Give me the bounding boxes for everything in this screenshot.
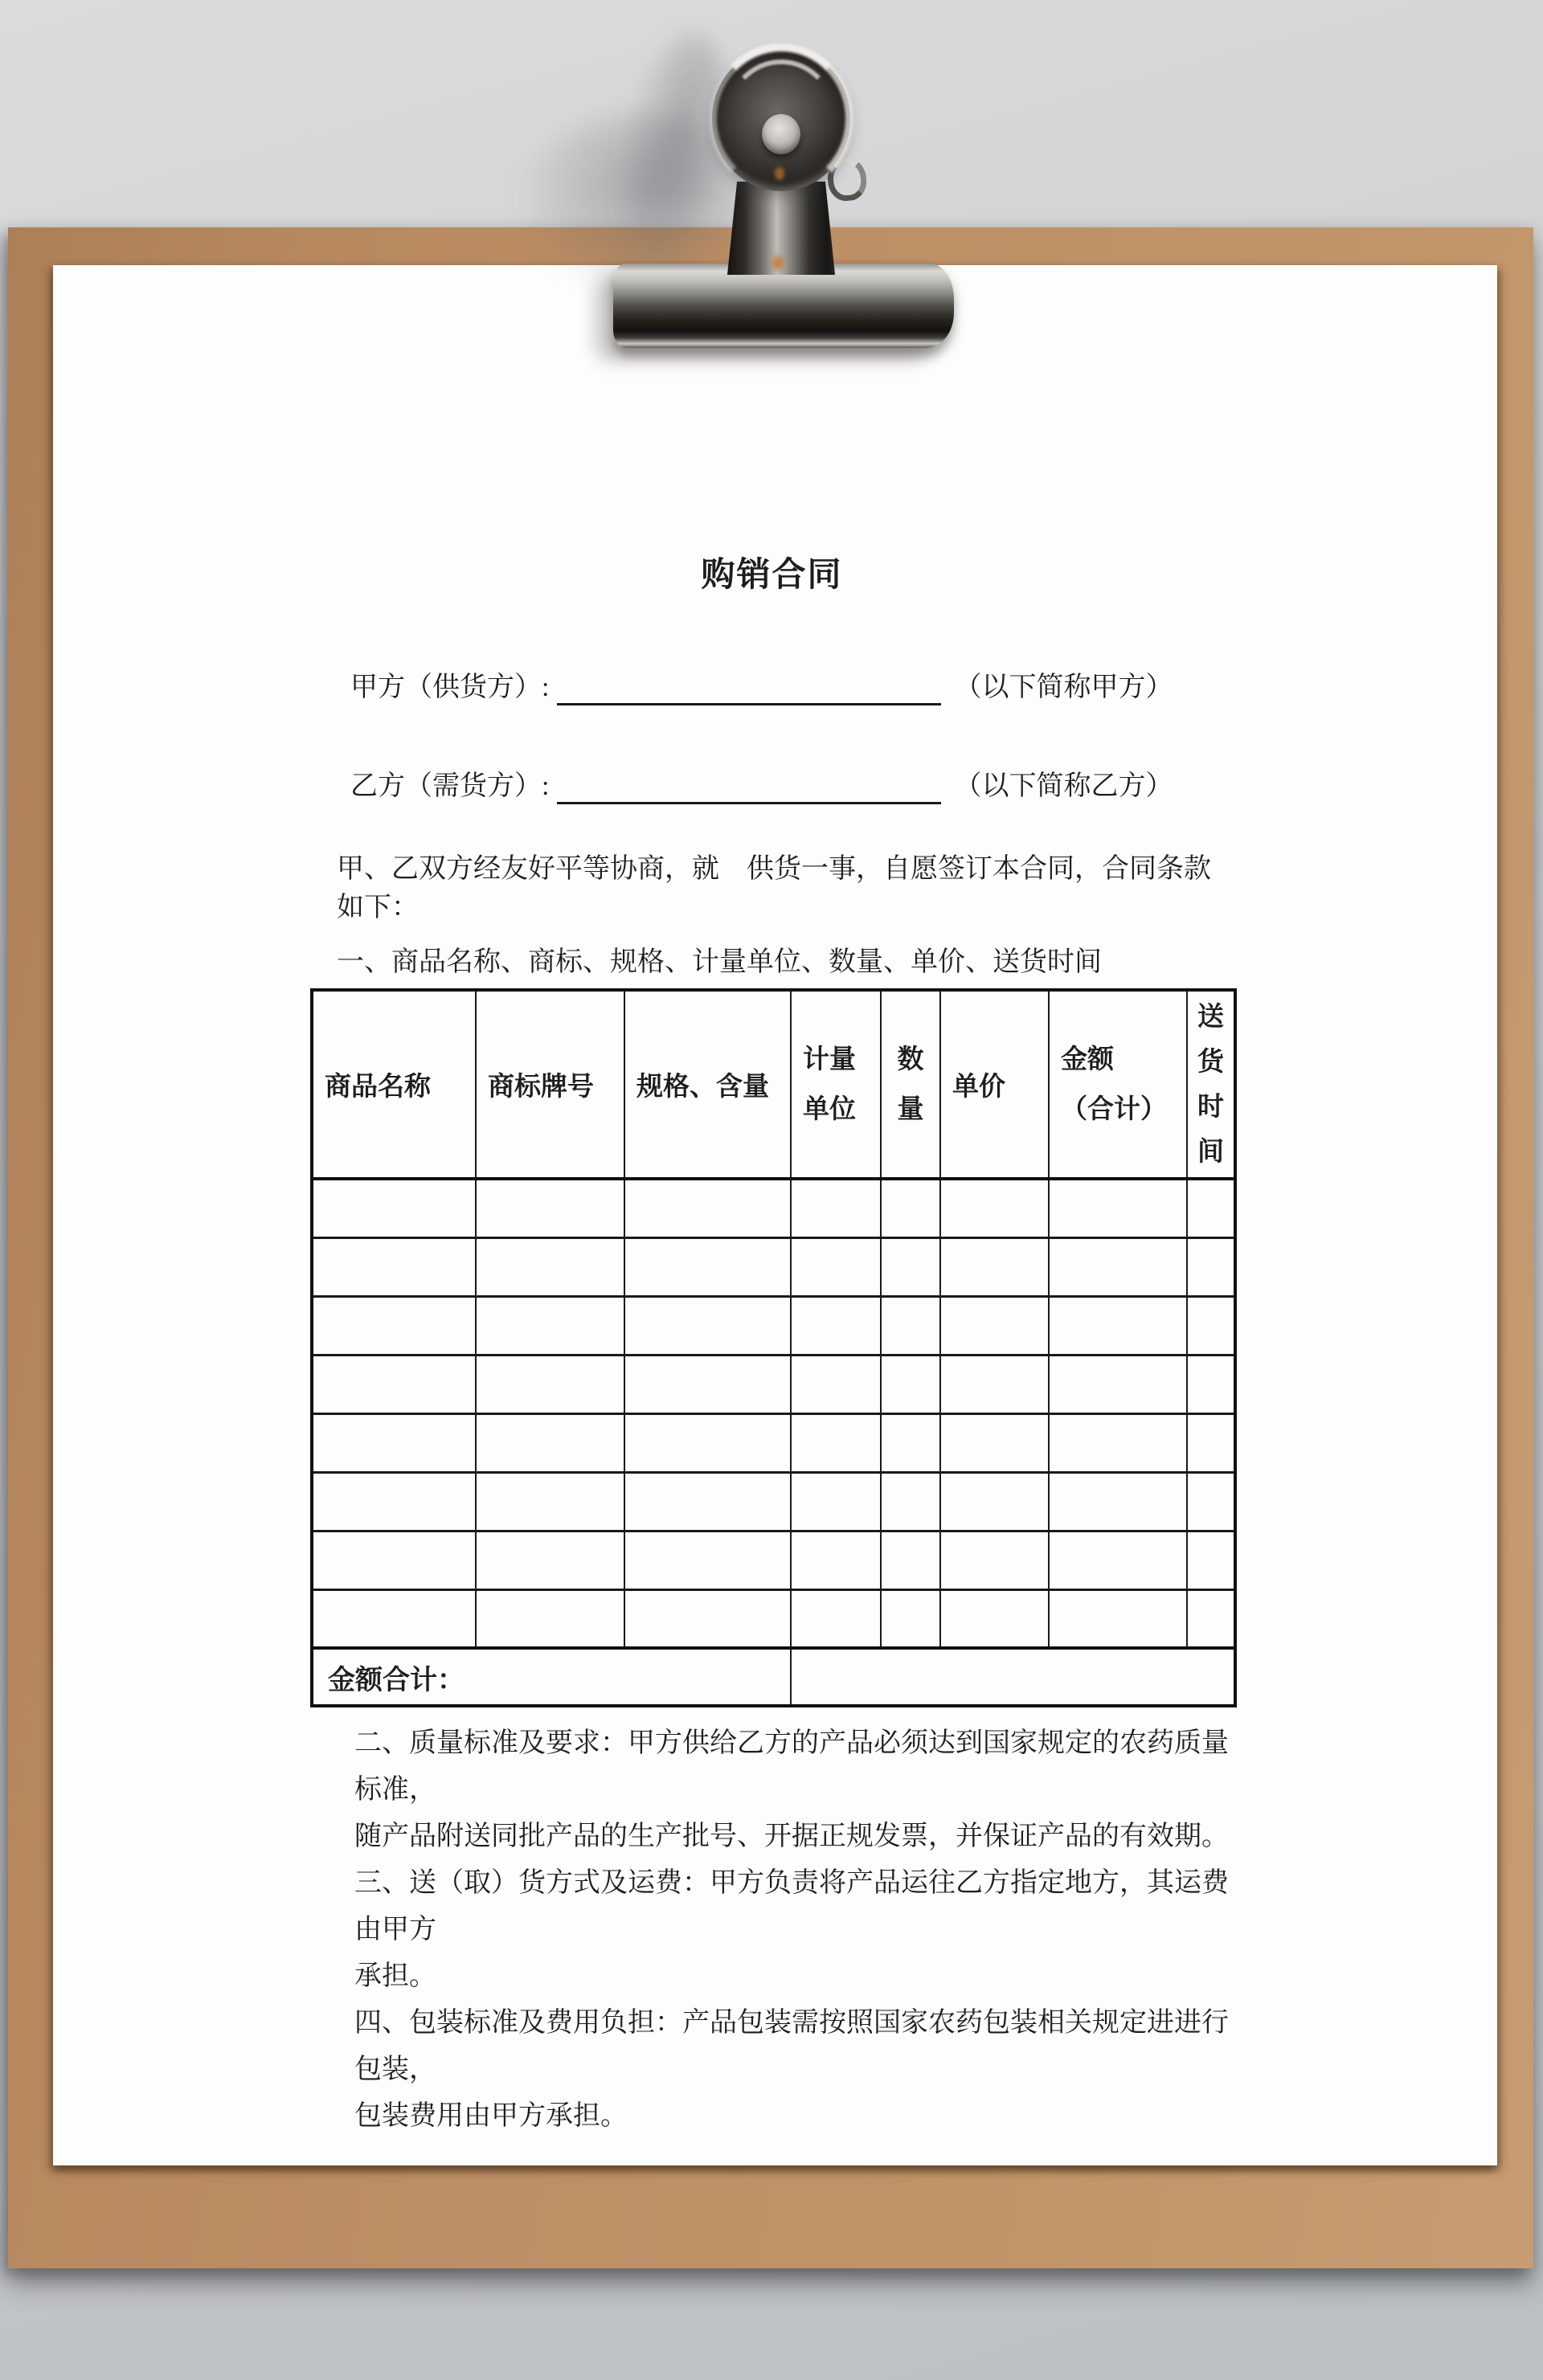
table-cell <box>312 1179 476 1237</box>
clip-neck <box>727 182 835 275</box>
party-a-suffix: （以下简称甲方） <box>954 673 1173 702</box>
table-cell <box>791 1355 881 1413</box>
party-b-blank-line <box>557 778 941 804</box>
table-cell <box>791 1589 881 1648</box>
table-row <box>312 1296 1235 1355</box>
table-row <box>312 1413 1235 1472</box>
table-cell <box>791 1531 881 1589</box>
table-cell <box>624 1296 791 1355</box>
party-a-label: 甲方（供货方）: <box>350 673 550 702</box>
table-row <box>312 1237 1235 1296</box>
party-a-blank-line <box>557 679 941 705</box>
table-cell <box>624 1589 791 1648</box>
table-cell <box>1049 1355 1187 1413</box>
table-row <box>312 1355 1235 1413</box>
party-b-label: 乙方（需货方）: <box>350 771 550 801</box>
clause-delivery-1: 三、送（取）货方式及运费：甲方负责将产品运往乙方指定地方，其运费由甲方 <box>354 1868 1229 1944</box>
header-amount-total: 金额 （合计） <box>1049 990 1187 1179</box>
table-cell <box>1187 1237 1235 1296</box>
table-cell <box>940 1355 1049 1413</box>
contract-content <box>310 265 1234 2140</box>
table-cell <box>791 1296 881 1355</box>
table-cell <box>624 1237 791 1296</box>
total-value-cell <box>791 1648 1235 1706</box>
table-cell <box>476 1531 624 1589</box>
intro-paragraph: 甲、乙双方经友好平等协商，就 供货一事，自愿签订本合同，合同条款如下： <box>337 854 1211 922</box>
table-cell <box>881 1413 940 1472</box>
table-cell <box>1187 1589 1235 1648</box>
table-cell <box>791 1237 881 1296</box>
table-cell <box>881 1179 940 1237</box>
table-row <box>312 1531 1235 1589</box>
table-cell <box>1187 1296 1235 1355</box>
table-cell <box>476 1179 624 1237</box>
table-cell <box>1049 1179 1187 1237</box>
table-cell <box>312 1355 476 1413</box>
header-brand: 商标牌号 <box>476 990 624 1179</box>
table-row <box>312 1472 1235 1531</box>
table-cell <box>881 1531 940 1589</box>
table-cell <box>476 1237 624 1296</box>
table-cell <box>881 1296 940 1355</box>
header-quantity: 数 量 <box>881 990 940 1179</box>
table-cell <box>476 1296 624 1355</box>
table-row <box>312 1589 1235 1648</box>
clause-delivery-2: 承担。 <box>354 1961 436 1991</box>
table-cell <box>476 1413 624 1472</box>
table-cell <box>881 1237 940 1296</box>
table-cell <box>791 1413 881 1472</box>
table-cell <box>1049 1296 1187 1355</box>
table-cell <box>624 1179 791 1237</box>
table-cell <box>940 1531 1049 1589</box>
table-cell <box>1187 1531 1235 1589</box>
clauses-block <box>310 1720 1234 2140</box>
table-cell <box>312 1472 476 1531</box>
party-b-row <box>310 767 1234 806</box>
table-cell <box>624 1472 791 1531</box>
clause-quality-2: 随产品附送同批产品的生产批号、开据正规发票，并保证产品的有效期。 <box>354 1822 1229 1851</box>
table-cell <box>1049 1237 1187 1296</box>
table-cell <box>312 1296 476 1355</box>
table-cell <box>940 1179 1049 1237</box>
table-cell <box>312 1413 476 1472</box>
header-spec-content: 规格、含量 <box>624 990 791 1179</box>
clip-knob <box>712 47 850 191</box>
table-cell <box>1187 1472 1235 1531</box>
table-cell <box>940 1472 1049 1531</box>
table-cell <box>791 1179 881 1237</box>
table-cell <box>1187 1355 1235 1413</box>
table-cell <box>624 1531 791 1589</box>
total-label: 金额合计： <box>312 1648 791 1706</box>
table-cell <box>881 1355 940 1413</box>
table-cell <box>476 1355 624 1413</box>
total-row <box>312 1648 1235 1706</box>
table-cell <box>476 1589 624 1648</box>
clause-packaging-1: 四、包装标准及费用负担：产品包装需按照国家农药包装相关规定进进行包装， <box>354 2008 1229 2084</box>
table-cell <box>881 1589 940 1648</box>
table-cell <box>940 1296 1049 1355</box>
clause-quality-1: 二、质量标准及要求：甲方供给乙方的产品必须达到国家规定的农药质量标准， <box>354 1728 1229 1805</box>
table-cell <box>476 1472 624 1531</box>
table-cell <box>791 1472 881 1531</box>
table-cell <box>1049 1589 1187 1648</box>
clause-packaging-2: 包装费用由甲方承担。 <box>354 2101 628 2131</box>
table-cell <box>312 1531 476 1589</box>
products-table <box>310 988 1237 1707</box>
header-unit-price: 单价 <box>940 990 1049 1179</box>
table-cell <box>940 1237 1049 1296</box>
table-cell <box>312 1589 476 1648</box>
table-cell <box>1049 1413 1187 1472</box>
table-cell <box>1049 1472 1187 1531</box>
section-1-heading: 一、商品名称、商标、规格、计量单位、数量、单价、送货时间 <box>337 947 1102 977</box>
table-cell <box>1049 1531 1187 1589</box>
table-cell <box>624 1413 791 1472</box>
table-cell <box>940 1589 1049 1648</box>
header-product-name: 商品名称 <box>312 990 476 1179</box>
party-a-row <box>310 669 1234 707</box>
page-title: 购销合同 <box>701 557 843 594</box>
table-cell <box>624 1355 791 1413</box>
party-b-suffix: （以下简称乙方） <box>954 771 1173 801</box>
table-cell <box>1187 1413 1235 1472</box>
table-cell <box>312 1237 476 1296</box>
table-row <box>312 1179 1235 1237</box>
table-header-row <box>312 990 1235 1179</box>
clip-hole <box>762 114 800 154</box>
table-cell <box>881 1472 940 1531</box>
clip-bar <box>613 264 954 348</box>
header-unit: 计量 单位 <box>791 990 881 1179</box>
table-cell <box>1187 1179 1235 1237</box>
contract-paper <box>53 265 1497 2165</box>
table-cell <box>940 1413 1049 1472</box>
header-delivery-time: 送 货 时 间 <box>1187 990 1235 1179</box>
